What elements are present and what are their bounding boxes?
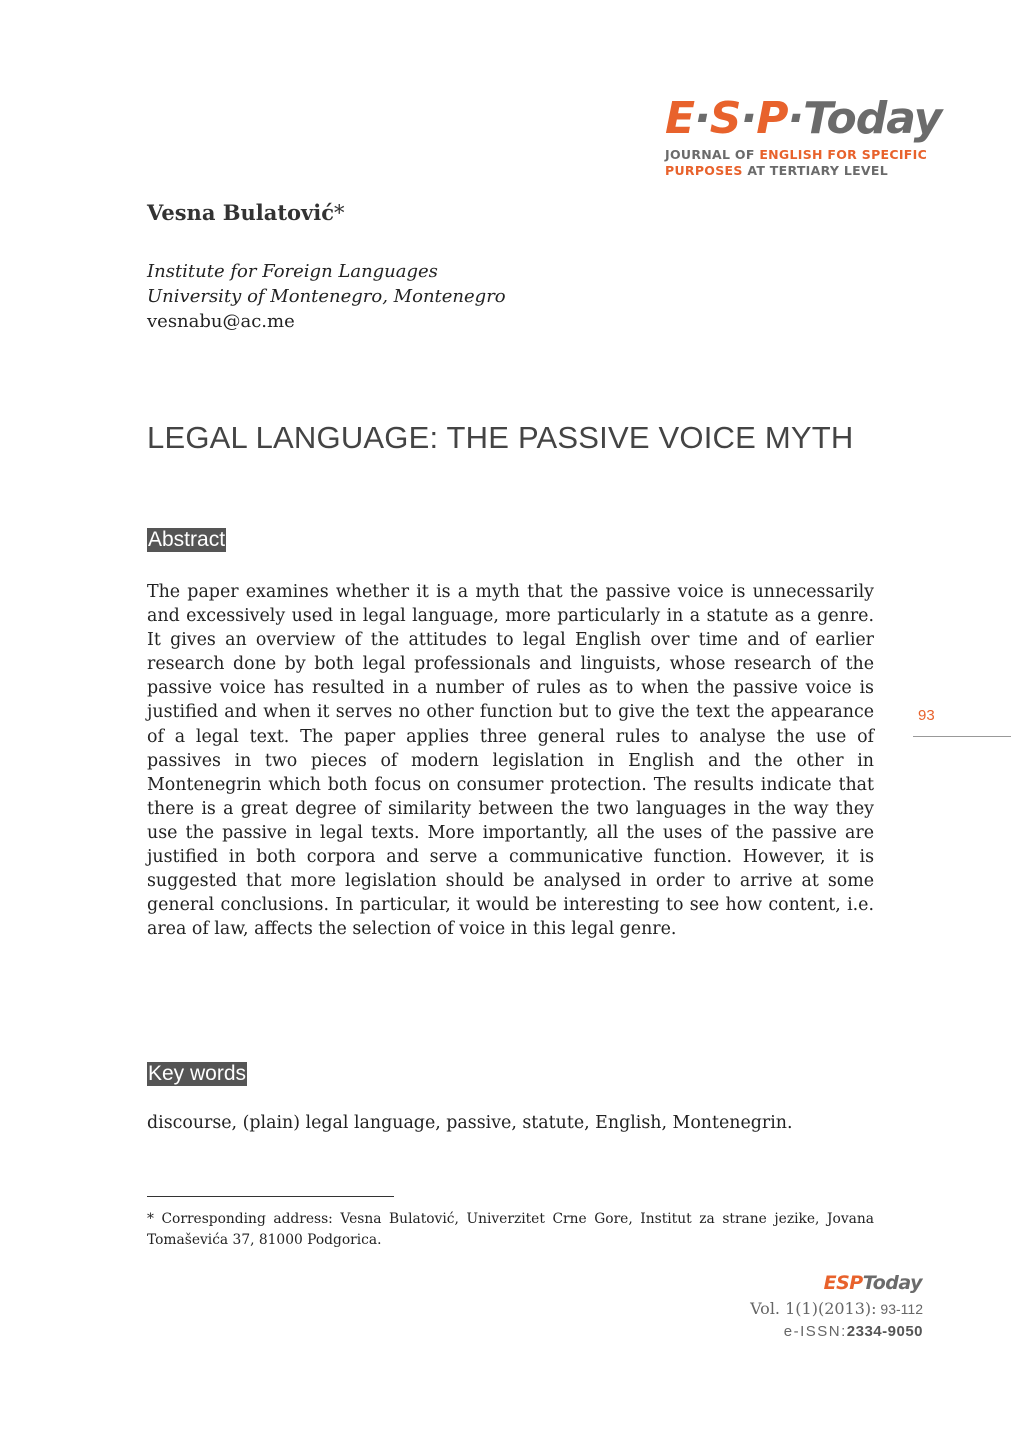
author-affiliation bbox=[147, 259, 506, 334]
footnote-divider bbox=[147, 1196, 394, 1197]
journal-logo-title: E·S·P·Today bbox=[665, 93, 942, 144]
author-email[interactable]: vesnabu@ac.me bbox=[147, 311, 295, 332]
journal-logo-subtitle: JOURNAL OF ENGLISH FOR SPECIFIC PURPOSES AT TERTIARY LEVEL bbox=[665, 147, 928, 178]
keywords-heading: Key words bbox=[148, 1062, 247, 1085]
author-name: Vesna Bulatović* bbox=[147, 200, 345, 225]
abstract-text: The paper examines whether it is a myth that the passive voice is unnecessarily and excessively used in legal language, more particularly in a statute as a genre. It gives an overview of the attitudes to legal English over time and of earlier research done by both legal professionals and linguists, whose research of the passive voice has resulted in a number of rules as to when the passive voice is justified and when it serves no other function but to give the text the appearance of a legal text. The paper applies three general rules to analyse the use of passives in two pieces of modern legislation in English and the other in Montenegrin which both focus on consumer protection. The results indicate that there is a great degree of similarity between the two languages in the way they use the passive in legal texts. More importantly, all the uses of the passive are justified in both corpora and serve a communicative function. However, it is suggested that more legislation should be analysed in order to arrive at some general conclusions. In particular, it would be interesting to see how content, i.e. area of law, affects the selection of voice in this legal genre. bbox=[147, 582, 874, 940]
abstract-heading: Abstract bbox=[148, 528, 226, 551]
page-number-rule bbox=[913, 736, 1011, 737]
page-range: 93-112 bbox=[876, 1301, 923, 1317]
footer-journal-logo: ESPToday bbox=[823, 1272, 922, 1294]
university-name: University of Montenegro, Montenegro bbox=[147, 286, 506, 307]
page-number: 93 bbox=[918, 707, 935, 724]
footnote-text: * Corresponding address: Vesna Bulatović, Univerzitet Crne Gore, Institut za strane jezike, Jovana Tomaševića 37, 81000 Podgorica. bbox=[147, 1211, 874, 1248]
paper-title: LEGAL LANGUAGE: THE PASSIVE VOICE MYTH bbox=[147, 420, 854, 455]
issn-info: e-ISSN:2334-9050 bbox=[783, 1323, 923, 1340]
footnote-marker: * bbox=[334, 201, 345, 225]
institute-name: Institute for Foreign Languages bbox=[147, 261, 438, 282]
volume-info: Vol. 1(1)(2013): 93-112 bbox=[750, 1299, 923, 1318]
keywords-text: discourse, (plain) legal language, passive, statute, English, Montenegrin. bbox=[147, 1113, 793, 1133]
journal-logo bbox=[665, 93, 942, 179]
